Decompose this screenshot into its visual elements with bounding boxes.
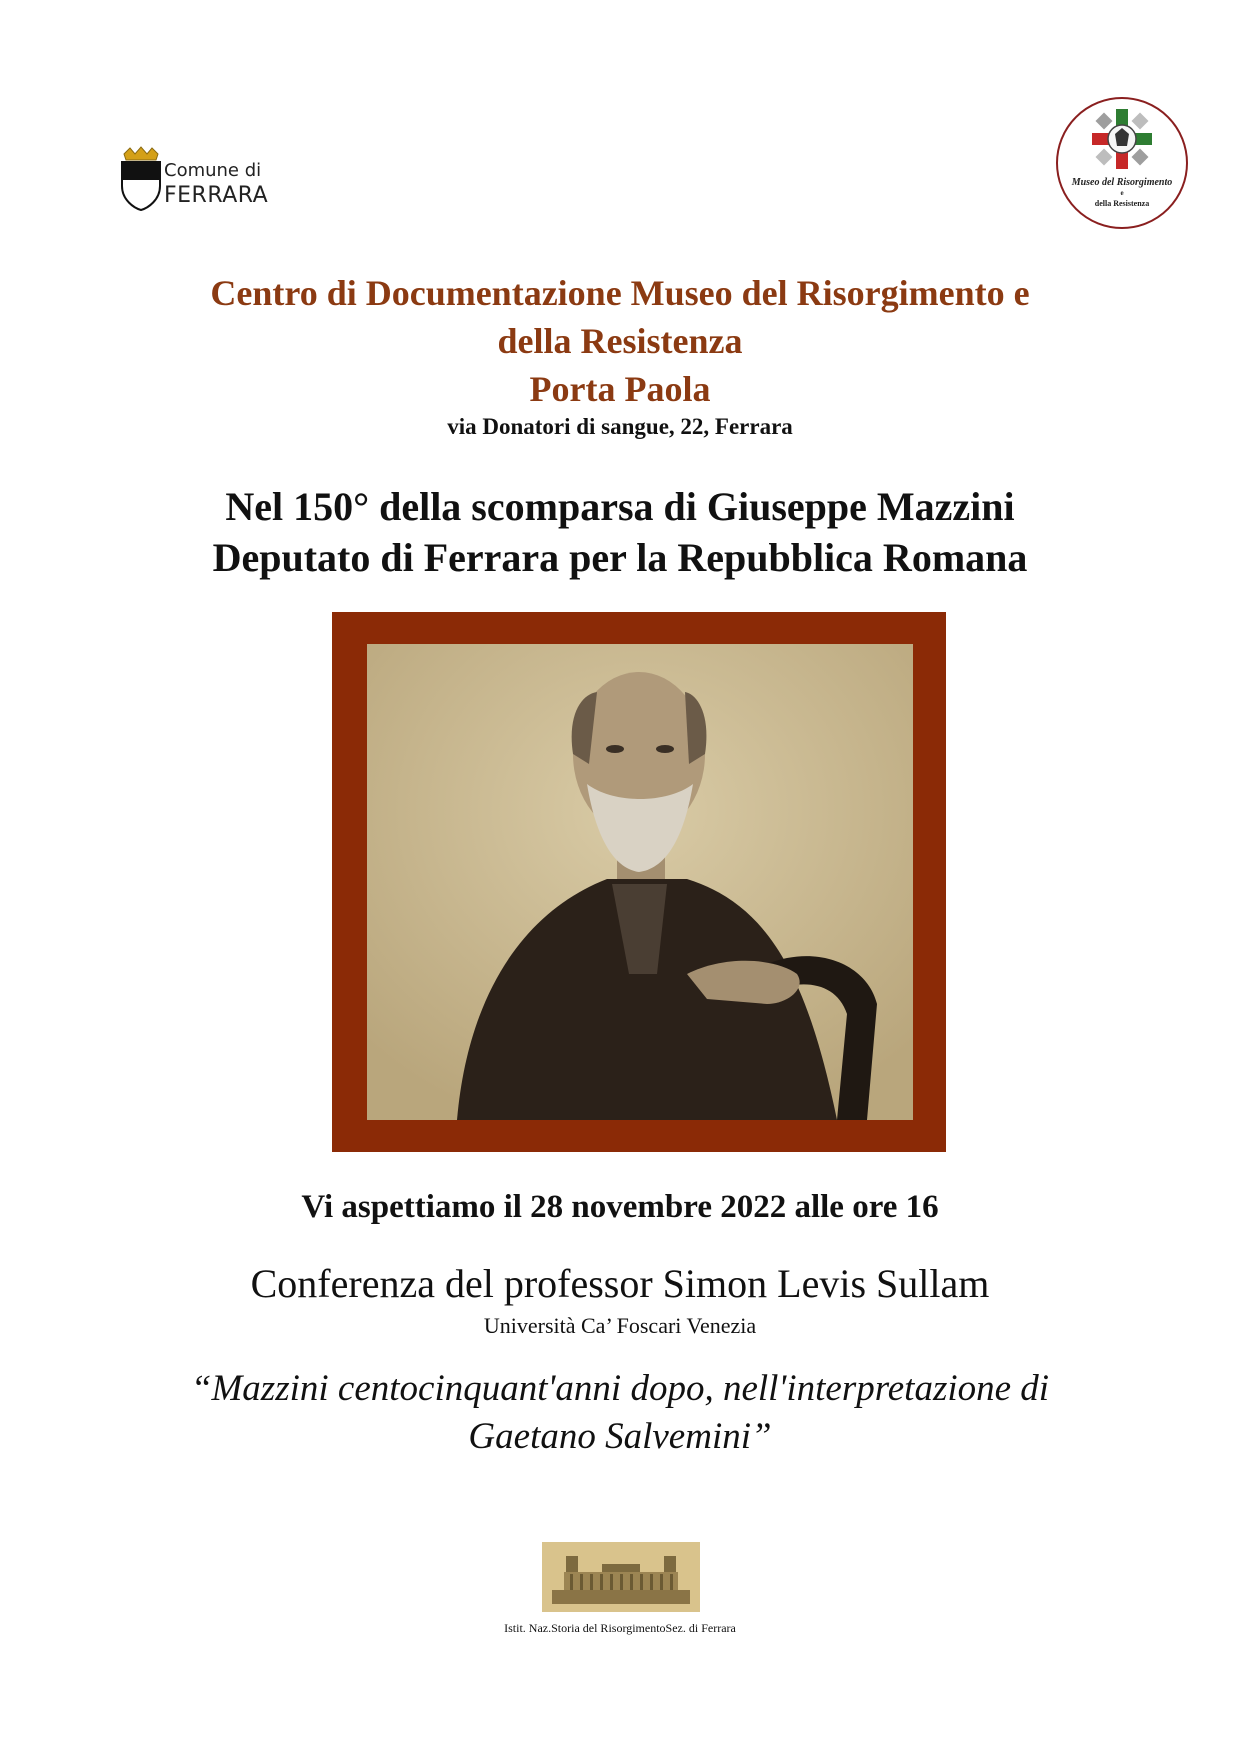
museo-label-e: e	[1120, 189, 1124, 197]
vittoriano-emblem	[542, 1542, 700, 1612]
museo-label: Museo del Risorgimento	[1071, 177, 1173, 188]
conference-speaker: Conferenza del professor Simon Levis Sullam	[250, 1261, 990, 1306]
header-line-1: Centro di Documentazione Museo del Risorgimento e	[210, 273, 1030, 313]
comune-label: Comune di	[164, 160, 262, 181]
monument-icon	[542, 1542, 700, 1612]
header-line-2: della Resistenza	[497, 321, 743, 361]
header-line-3: Porta Paola	[529, 369, 711, 409]
address: via Donatori di sangue, 22, Ferrara	[447, 414, 793, 439]
comune-ferrara-logo	[120, 146, 280, 216]
university: Università Ca’ Foscari Venezia	[483, 1313, 757, 1338]
quote-line-2: Gaetano Salvemini”	[468, 1416, 772, 1457]
mazzini-portrait	[367, 644, 913, 1120]
rosette-icon	[1058, 99, 1186, 179]
museo-risorgimento-logo	[1056, 97, 1188, 229]
quote-line-1: “Mazzini centocinquant'anni dopo, nell'interpretazione di	[190, 1368, 1050, 1409]
footer-caption: Istit. Naz.Storia del RisorgimentoSez. di Ferrara	[504, 1621, 736, 1635]
ferrara-shield-icon	[120, 146, 162, 212]
museo-label-resistenza: della Resistenza	[1094, 199, 1150, 208]
portrait-frame	[332, 612, 946, 1152]
title-line-1: Nel 150° della scomparsa di Giuseppe Mazzini	[225, 484, 1015, 529]
title-line-2: Deputato di Ferrara per la Repubblica Romana	[212, 535, 1028, 580]
event-date: Vi aspettiamo il 28 novembre 2022 alle ore 16	[301, 1189, 939, 1225]
ferrara-label: FERRARA	[164, 183, 269, 208]
